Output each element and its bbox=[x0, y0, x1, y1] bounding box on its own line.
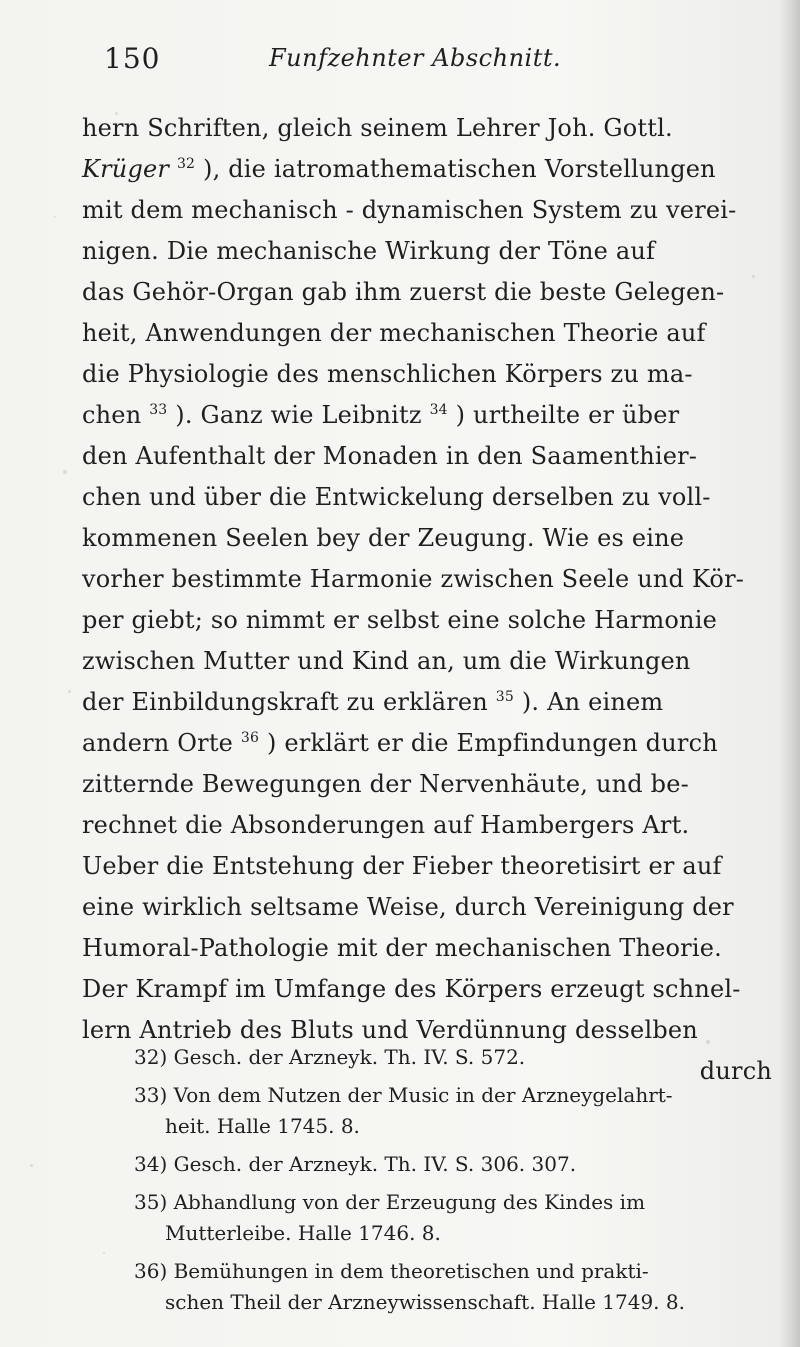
footnote-34-text: 34) Gesch. der Arzneyk. Th. IV. S. 306. 307. bbox=[134, 1152, 577, 1176]
text-line-10: chen und über die Entwickelung derselben zu voll- bbox=[82, 483, 711, 511]
footnote-33-line-2: heit. Halle 1745. 8. bbox=[165, 1114, 360, 1138]
text-line-8-part-2: ). Ganz wie Leibnitz bbox=[175, 401, 430, 429]
text-line-2 bbox=[82, 149, 772, 190]
page-edge-shadow bbox=[778, 0, 800, 1347]
text-line-8-part-3: ) urtheilte er über bbox=[455, 401, 680, 429]
footnote-36-line-1: 36) Bemühungen in dem theoretischen und prakti- bbox=[134, 1259, 649, 1283]
footnote-ref-35: 35 bbox=[495, 689, 514, 705]
footnote-36 bbox=[134, 1256, 759, 1318]
text-line-12: vorher bestimmte Harmonie zwischen Seele und Kör- bbox=[82, 565, 745, 593]
footnote-34 bbox=[134, 1149, 759, 1180]
footnote-32 bbox=[134, 1042, 759, 1073]
text-line-17: zitternde Bewegungen der Nervenhäute, und be- bbox=[82, 770, 689, 798]
footnote-35 bbox=[134, 1187, 759, 1249]
footnote-ref-33: 33 bbox=[149, 402, 168, 418]
text-line-11: kommenen Seelen bey der Zeugung. Wie es eine bbox=[82, 524, 685, 552]
text-line-22: Der Krampf im Umfange des Körpers erzeugt schnel- bbox=[82, 975, 741, 1003]
text-line-8-part-1: chen bbox=[82, 401, 150, 429]
footnote-33-line-1: 33) Von dem Nutzen der Music in der Arzneygelahrt- bbox=[134, 1083, 673, 1107]
text-line-20: eine wirklich seltsame Weise, durch Vereinigung der bbox=[82, 893, 734, 921]
text-line-15-part-2: ). An einem bbox=[521, 688, 664, 716]
text-line-15 bbox=[82, 682, 772, 723]
text-line-5: das Gehör-Organ gab ihm zuerst die beste Gelegen- bbox=[82, 278, 725, 306]
text-line-4: nigen. Die mechanische Wirkung der Töne auf bbox=[82, 237, 656, 265]
text-line-18: rechnet die Absonderungen auf Hambergers Art. bbox=[82, 811, 690, 839]
text-line-19: Ueber die Entstehung der Fieber theoretisirt er auf bbox=[82, 852, 722, 880]
text-line-13: per giebt; so nimmt er selbst eine solche Harmonie bbox=[82, 606, 717, 634]
footnote-ref-34: 34 bbox=[429, 402, 448, 418]
footnote-ref-36: 36 bbox=[240, 730, 260, 746]
text-line-2-part-2: ), die iatromathematischen Vorstellungen bbox=[203, 155, 716, 183]
footnote-35-line-2: Mutterleibe. Halle 1746. 8. bbox=[165, 1221, 441, 1245]
text-line-23: lern Antrieb des Bluts und Verdünnung desselben bbox=[82, 1016, 698, 1044]
footnote-35-line-1: 35) Abhandlung von der Erzeugung des Kindes im bbox=[134, 1190, 646, 1214]
main-text-block bbox=[82, 108, 772, 1092]
page-header bbox=[104, 42, 760, 82]
text-line-7: die Physiologie des menschlichen Körpers zu ma- bbox=[82, 360, 693, 388]
text-line-16-part-1: andern Orte bbox=[82, 729, 241, 757]
text-line-14: zwischen Mutter und Kind an, um die Wirkungen bbox=[82, 647, 691, 675]
text-line-6: heit, Anwendungen der mechanischen Theorie auf bbox=[82, 319, 706, 347]
text-line-15-part-1: der Einbildungskraft zu erklären bbox=[82, 688, 496, 716]
footnotes-block bbox=[134, 1042, 759, 1325]
paper-speck bbox=[103, 1252, 105, 1254]
text-line-8 bbox=[82, 395, 772, 436]
paper-speck bbox=[54, 216, 56, 218]
footnote-ref-32: 32 bbox=[176, 156, 196, 172]
footnote-33 bbox=[134, 1080, 759, 1142]
footnote-32-text: 32) Gesch. der Arzneyk. Th. IV. S. 572. bbox=[134, 1045, 526, 1069]
catchword: durch bbox=[699, 1057, 772, 1085]
text-line-16-part-2: ) erklärt er die Empfindungen durch bbox=[266, 729, 718, 757]
text-line-3: mit dem mechanisch - dynamischen System zu verei- bbox=[82, 196, 737, 224]
text-line-1: hern Schriften, gleich seinem Lehrer Joh. Gottl. bbox=[82, 114, 673, 142]
paper-speck bbox=[68, 690, 71, 693]
paper-speck bbox=[63, 470, 67, 474]
text-line-2-part-1: Krüger bbox=[82, 155, 170, 183]
text-line-16 bbox=[82, 723, 772, 764]
paper-speck bbox=[30, 1164, 33, 1167]
text-line-9: den Aufenthalt der Monaden in den Saamenthier- bbox=[82, 442, 698, 470]
text-line-21: Humoral-Pathologie mit der mechanischen Theorie. bbox=[82, 934, 722, 962]
page-number: 150 bbox=[104, 42, 161, 75]
footnote-36-line-2: schen Theil der Arzneywissenschaft. Halle 1749. 8. bbox=[165, 1290, 685, 1314]
running-head: Funfzehnter Abschnitt. bbox=[269, 44, 562, 72]
